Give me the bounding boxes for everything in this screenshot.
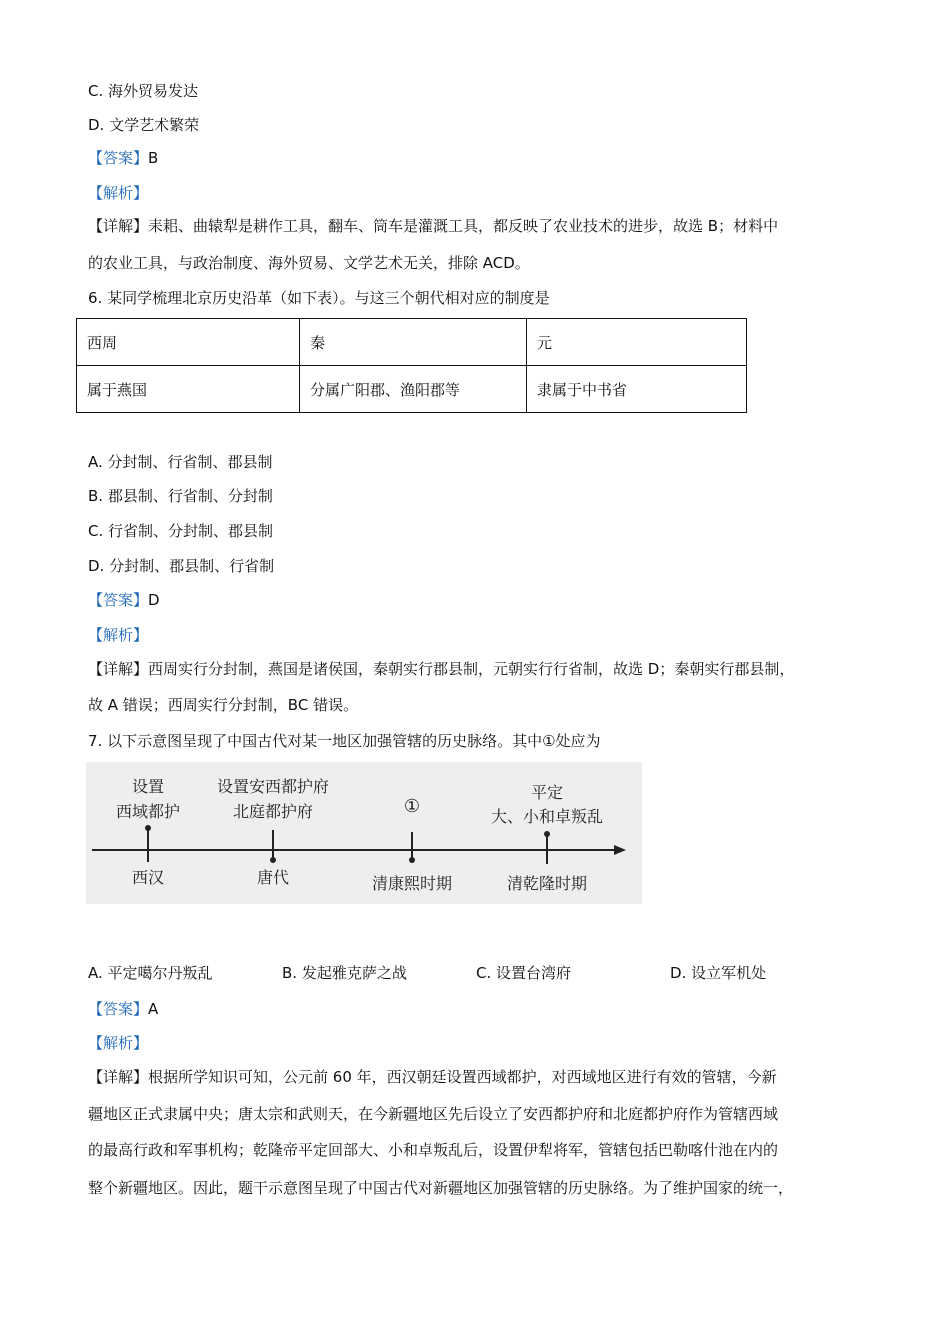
event-1-period: 西汉 — [131, 868, 165, 887]
event-3-marker: ① — [403, 796, 421, 817]
detail-text: 根据所学知识可知，公元前 60 年，西汉朝廷设置西域都护，对西域地区进行有效的管辖，今新 — [148, 1068, 777, 1086]
event-1-bottom: 西域都护 — [115, 802, 181, 821]
analysis-tag-5: 【解析】 — [88, 184, 149, 202]
timeline-dot — [409, 857, 415, 863]
detail-6-line-2: 故 A 错误；西周实行分封制，BC 错误。 — [88, 696, 359, 714]
table-cell: 西周 — [77, 319, 300, 366]
timeline-dot — [145, 825, 151, 831]
timeline-arrow — [614, 845, 626, 855]
answer-value: A — [148, 1000, 159, 1018]
option-7c: C. 设置台湾府 — [476, 964, 572, 982]
option-5d: D. 文学艺术繁荣 — [88, 116, 200, 134]
beijing-history-table — [76, 318, 747, 413]
table-cell: 隶属于中书省 — [527, 366, 747, 413]
event-2-top: 设置安西都护府 — [216, 777, 330, 796]
option-7d: D. 设立军机处 — [670, 964, 767, 982]
timeline-dot — [270, 857, 276, 863]
table-row — [77, 366, 747, 413]
answer-5 — [88, 148, 158, 168]
answer-7 — [88, 999, 158, 1019]
answer-tag: 【答案】 — [88, 591, 149, 609]
event-2-bottom: 北庭都护府 — [232, 802, 314, 821]
option-7a: A. 平定噶尔丹叛乱 — [88, 964, 213, 982]
detail-5-line-2: 的农业工具，与政治制度、海外贸易、文学艺术无关，排除 ACD。 — [88, 254, 530, 272]
table-cell: 秦 — [300, 319, 527, 366]
option-6a: A. 分封制、行省制、郡县制 — [88, 453, 273, 471]
option-7b: B. 发起雅克萨之战 — [282, 964, 407, 982]
answer-6 — [88, 590, 160, 610]
analysis-tag-7: 【解析】 — [88, 1034, 149, 1052]
option-5c: C. 海外贸易发达 — [88, 82, 199, 100]
detail-7-line-2: 疆地区正式隶属中央；唐太宗和武则天，在今新疆地区先后设立了安西都护府和北庭都护府作为管辖西域 — [88, 1105, 779, 1123]
detail-tag: 【详解】 — [88, 660, 149, 678]
detail-7-line-3: 的最高行政和军事机构；乾隆帝平定回部大、小和卓叛乱后，设置伊犁将军，管辖包括巴勒喀什池在内的 — [88, 1141, 779, 1159]
event-3-period: 清康熙时期 — [371, 874, 453, 893]
detail-text: 耒耜、曲辕犁是耕作工具，翻车、筒车是灌溉工具，都反映了农业技术的进步，故选 B；材料中 — [148, 217, 779, 235]
question-7: 7. 以下示意图呈现了中国古代对某一地区加强管辖的历史脉络。其中①处应为 — [88, 732, 601, 750]
event-4-period: 清乾隆时期 — [506, 874, 588, 893]
detail-7-line-1 — [88, 1067, 777, 1087]
table-cell: 元 — [527, 319, 747, 366]
answer-tag: 【答案】 — [88, 1000, 149, 1018]
table-cell: 属于燕国 — [77, 366, 300, 413]
detail-6-line-1 — [88, 659, 794, 679]
option-6d: D. 分封制、郡县制、行省制 — [88, 557, 275, 575]
detail-5-line-1 — [88, 216, 778, 236]
timeline-figure — [86, 762, 642, 904]
table-cell: 分属广阳郡、渔阳郡等 — [300, 366, 527, 413]
event-2-period: 唐代 — [256, 868, 290, 887]
answer-value: B — [148, 149, 159, 167]
event-1-top: 设置 — [131, 777, 165, 796]
detail-tag: 【详解】 — [88, 1068, 149, 1086]
analysis-tag-6: 【解析】 — [88, 626, 149, 644]
answer-value: D — [148, 591, 160, 609]
event-4-top: 平定 — [530, 783, 564, 802]
detail-tag: 【详解】 — [88, 217, 149, 235]
detail-7-line-4: 整个新疆地区。因此，题干示意图呈现了中国古代对新疆地区加强管辖的历史脉络。为了维护国家的统一， — [88, 1179, 794, 1197]
table-header-row — [77, 319, 747, 366]
timeline-dot — [544, 831, 550, 837]
detail-text: 西周实行分封制，燕国是诸侯国，秦朝实行郡县制，元朝实行行省制，故选 D；秦朝实行郡县制， — [148, 660, 795, 678]
question-6: 6. 某同学梳理北京历史沿革（如下表）。与这三个朝代相对应的制度是 — [88, 289, 550, 307]
event-4-bottom: 大、小和卓叛乱 — [490, 807, 604, 826]
answer-tag: 【答案】 — [88, 149, 149, 167]
option-6b: B. 郡县制、行省制、分封制 — [88, 487, 273, 505]
timeline-svg — [86, 762, 642, 904]
option-6c: C. 行省制、分封制、郡县制 — [88, 522, 274, 540]
